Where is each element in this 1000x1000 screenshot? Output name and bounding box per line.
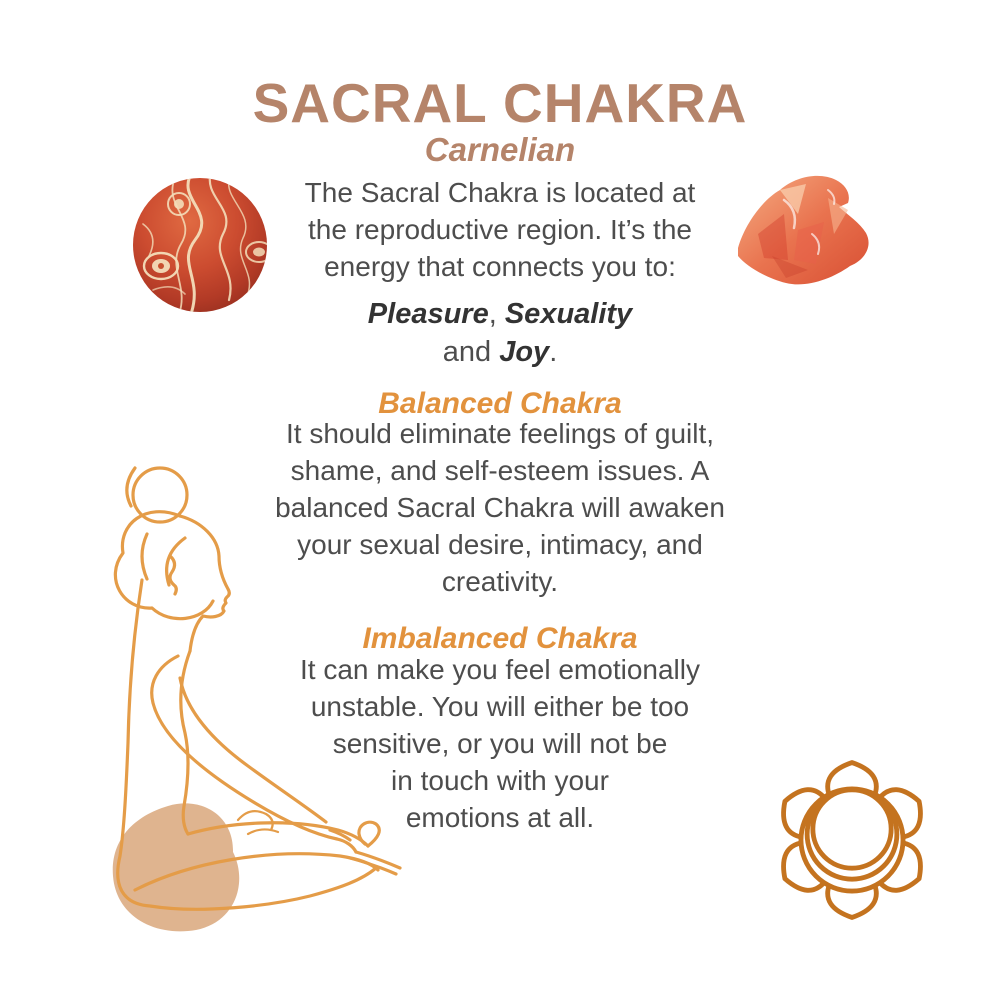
imbalanced-line: unstable. You will either be too [310, 691, 690, 722]
imbalanced-line: emotions at all. [405, 802, 595, 833]
balanced-line: balanced Sacral Chakra will awaken [275, 492, 725, 523]
keyword-separator: , [488, 298, 505, 330]
balanced-chakra-heading: Balanced Chakra [378, 387, 622, 420]
meditating-woman-icon [90, 438, 430, 958]
meditating-woman-illustration [90, 438, 430, 958]
sacral-chakra-symbol [764, 752, 940, 928]
intro-line: energy that connects you to: [324, 251, 676, 282]
sacral-region-blob [113, 803, 239, 931]
page-title: SACRAL CHAKRA [252, 72, 748, 134]
keywords-block [0, 295, 1000, 371]
keyword-conjunction: and [442, 336, 500, 368]
sacral-chakra-symbol-icon [764, 752, 940, 928]
intro-line: The Sacral Chakra is located at [304, 177, 696, 208]
intro-paragraph [0, 174, 1000, 285]
balanced-line: shame, and self-esteem issues. A [290, 455, 710, 486]
keyword-pleasure: Pleasure [367, 298, 489, 330]
imbalanced-line: It can make you feel emotionally [300, 654, 700, 685]
keywords-line [0, 295, 1000, 333]
page-subtitle: Carnelian [424, 131, 576, 168]
balanced-line: creativity. [441, 566, 559, 597]
keyword-sexuality: Sexuality [504, 298, 633, 330]
imbalanced-line: in touch with your [391, 765, 609, 796]
imbalanced-chakra-heading: Imbalanced Chakra [362, 622, 638, 655]
keyword-joy: Joy [499, 336, 550, 368]
keywords-line [0, 333, 1000, 371]
keyword-period: . [549, 336, 558, 368]
intro-line: the reproductive region. It’s the [308, 214, 692, 245]
balanced-line: It should eliminate feelings of guilt, [285, 418, 715, 449]
imbalanced-line: sensitive, or you will not be [332, 728, 668, 759]
balanced-line: your sexual desire, intimacy, and [297, 529, 703, 560]
